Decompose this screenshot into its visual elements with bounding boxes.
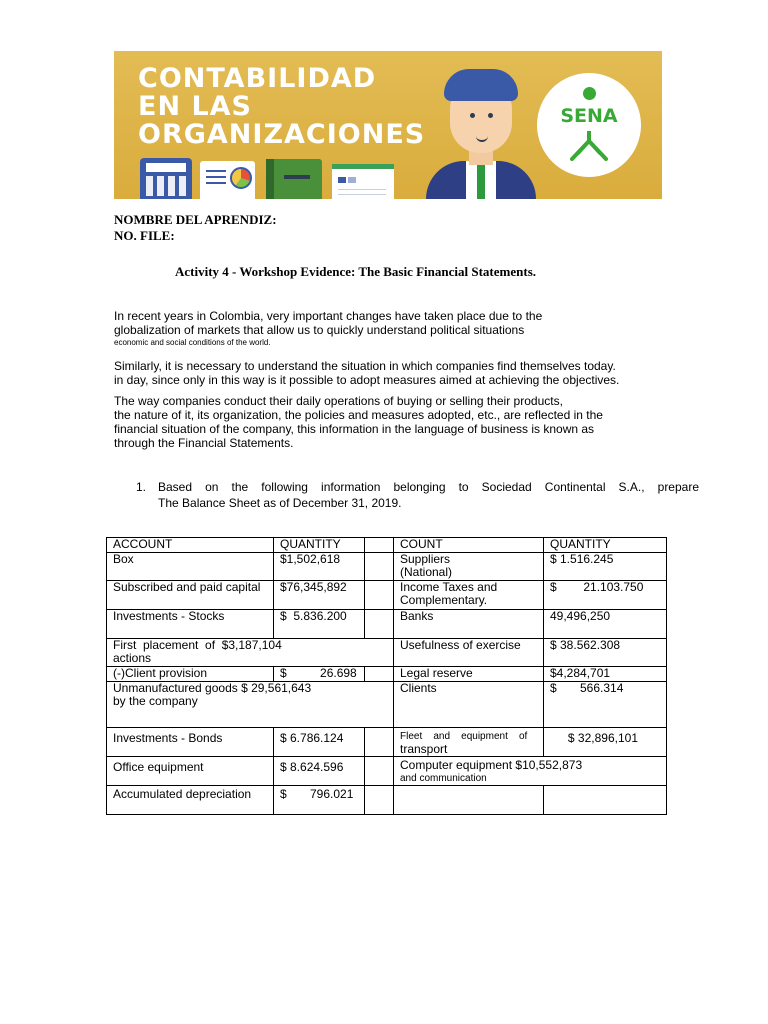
sena-logo-text: SENA	[560, 105, 618, 127]
ledger-book-icon	[266, 159, 322, 199]
count-text: Fleet and equipment of	[400, 731, 528, 742]
quantity-cell: $ 32,896,101	[544, 728, 667, 757]
count-cell: Usefulness of exercise	[394, 639, 544, 667]
account-cell	[107, 639, 394, 667]
quantity-cell: $ 38.562.308	[544, 639, 667, 667]
spacer-cell	[365, 553, 394, 581]
count-text: Complementary.	[400, 593, 488, 607]
table-header-row	[107, 538, 667, 553]
count-cell	[394, 581, 544, 610]
businessman-illustration	[426, 69, 536, 199]
intro-line: Similarly, it is necessary to understand the situation in which companies find themselves today.	[114, 359, 616, 373]
account-cell: (-)Client provision	[107, 667, 274, 682]
count-text: (National)	[400, 565, 453, 579]
student-name-label: NOMBRE DEL APRENDIZ:	[114, 212, 277, 227]
account-cell: Accumulated depreciation	[107, 786, 274, 815]
banner-title	[138, 65, 425, 149]
course-banner	[114, 51, 662, 199]
banner-title-line: CONTABILIDAD	[138, 63, 377, 94]
count-text: Income Taxes and	[400, 580, 498, 594]
calendar-icon	[332, 164, 394, 199]
intro-line: in day, since only in this way is it possible to adopt measures aimed at achieving the objectives.	[114, 373, 620, 387]
table-row	[107, 553, 667, 581]
table-row	[107, 757, 667, 786]
table-row	[107, 728, 667, 757]
report-icon	[200, 161, 255, 199]
count-text: Suppliers	[400, 552, 451, 566]
account-cell: Investments - Stocks	[107, 610, 274, 639]
account-text: Unmanufactured goods $ 29,561,643	[113, 681, 312, 695]
table-row	[107, 786, 667, 815]
spacer-cell	[365, 581, 394, 610]
quantity-cell: $1,502,618	[274, 553, 365, 581]
column-header	[365, 538, 394, 553]
intro-line: globalization of markets that allow us to quickly understand political situations	[114, 323, 525, 337]
account-text: by the company	[113, 694, 198, 708]
intro-line: The way companies conduct their daily operations of buying or selling their products,	[114, 394, 563, 408]
quantity-cell: $ 1.516.245	[544, 553, 667, 581]
intro-line: In recent years in Colombia, very important changes have taken place due to the	[114, 309, 543, 323]
table-row	[107, 667, 667, 682]
intro-line: economic and social conditions of the world.	[114, 338, 271, 347]
question-text: Based on the following information belonging to Sociedad Continental S.A., prepare	[158, 480, 699, 494]
banner-title-line: ORGANIZACIONES	[138, 119, 426, 150]
intro-line: through the Financial Statements.	[114, 436, 294, 450]
intro-line: financial situation of the company, this information in the language of business is known as	[114, 422, 595, 436]
sena-emblem-icon	[564, 131, 614, 161]
quantity-cell: $ 6.786.124	[274, 728, 365, 757]
table-row	[107, 682, 667, 728]
count-cell: Legal reserve	[394, 667, 544, 682]
table-row	[107, 610, 667, 639]
quantity-cell: $ 21.103.750	[544, 581, 667, 610]
quantity-cell: $ 8.624.596	[274, 757, 365, 786]
accounts-table	[106, 537, 667, 815]
quantity-cell: $ 566.314	[544, 682, 667, 728]
account-text: First placement of $3,187,104	[113, 638, 282, 652]
account-text: actions	[113, 651, 152, 665]
file-number-label: NO. FILE:	[114, 228, 175, 243]
quantity-cell: $ 26.698	[274, 667, 365, 682]
spacer-cell	[365, 667, 394, 682]
account-cell: Investments - Bonds	[107, 728, 274, 757]
column-header: COUNT	[394, 538, 544, 553]
banner-title-line: EN LAS	[138, 91, 252, 122]
account-cell: Box	[107, 553, 274, 581]
column-header: QUANTITY	[274, 538, 365, 553]
count-cell: Clients	[394, 682, 544, 728]
activity-title: Activity 4 - Workshop Evidence: The Basic Financial Statements.	[175, 264, 536, 279]
count-text: and communication	[400, 773, 487, 784]
account-cell: Subscribed and paid capital	[107, 581, 274, 610]
calculator-icon	[140, 158, 192, 199]
spacer-cell	[365, 786, 394, 815]
count-cell: Banks	[394, 610, 544, 639]
intro-line: the nature of it, its organization, the policies and measures adopted, etc., are reflected in the	[114, 408, 603, 422]
count-cell	[394, 553, 544, 581]
quantity-cell: $ 796.021	[274, 786, 365, 815]
count-text: Computer equipment $10,552,873	[400, 758, 583, 772]
quantity-cell	[544, 786, 667, 815]
quantity-cell: 49,496,250	[544, 610, 667, 639]
spacer-cell	[365, 610, 394, 639]
account-cell: Office equipment	[107, 757, 274, 786]
count-text: transport	[400, 742, 448, 756]
question-text: The Balance Sheet as of December 31, 2019.	[158, 496, 402, 510]
question-number: 1.	[136, 480, 147, 494]
table-row	[107, 581, 667, 610]
account-cell	[107, 682, 394, 728]
sena-logo	[537, 73, 641, 177]
count-cell	[394, 786, 544, 815]
column-header: ACCOUNT	[107, 538, 274, 553]
spacer-cell	[365, 757, 394, 786]
count-cell	[394, 757, 667, 786]
count-cell	[394, 728, 544, 757]
quantity-cell: $76,345,892	[274, 581, 365, 610]
quantity-cell: $4,284,701	[544, 667, 667, 682]
spacer-cell	[365, 728, 394, 757]
table-row	[107, 639, 667, 667]
column-header: QUANTITY	[544, 538, 667, 553]
quantity-cell: $ 5.836.200	[274, 610, 365, 639]
